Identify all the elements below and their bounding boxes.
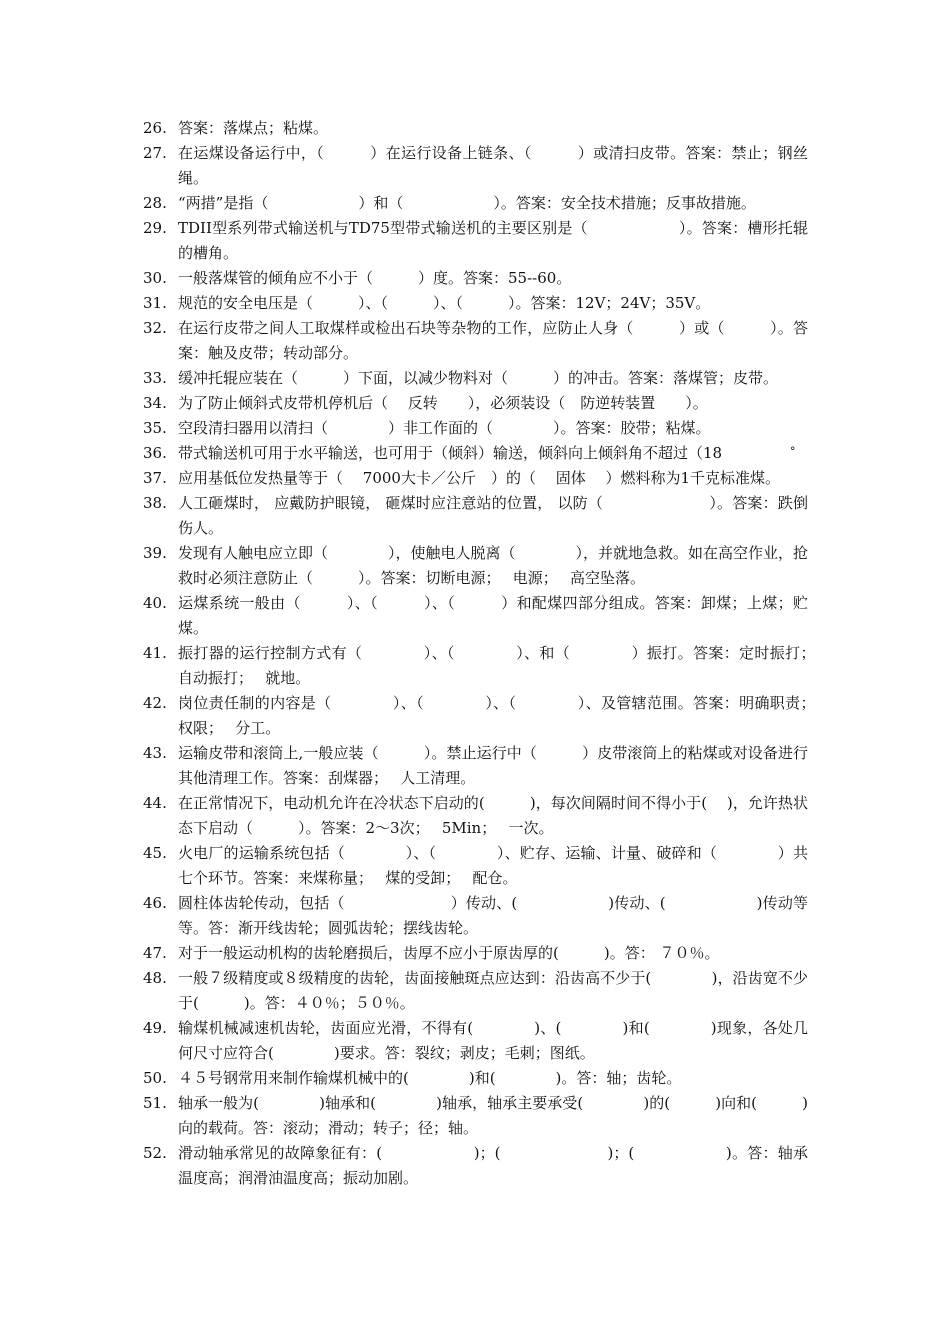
list-item bbox=[0, 466, 950, 491]
item-number: 42. bbox=[143, 694, 167, 712]
item-number: 52. bbox=[143, 1144, 167, 1162]
item-text: 对于一般运动机构的齿轮磨损后，齿厚不应小于原齿厚的( )。答： ７０％。 bbox=[178, 944, 720, 962]
list-item bbox=[0, 116, 950, 141]
item-text: 圆柱体齿轮传动，包括（ ）传动、( )传动、( )传动等等。答：渐开线齿轮；圆弧齿轮；摆线齿轮。 bbox=[178, 894, 808, 937]
list-item bbox=[0, 841, 950, 891]
item-text: 带式输送机可用于水平输送，也可用于（倾斜）输送，倾斜向上倾斜角不超过（18 bbox=[178, 444, 723, 462]
item-number: 50. bbox=[143, 1069, 167, 1087]
list-item bbox=[0, 1016, 950, 1066]
item-number: 48. bbox=[143, 969, 167, 987]
item-text: 人工砸煤时， 应戴防护眼镜， 砸煤时应注意站的位置， 以防（ ）。答案：跌倒伤人。 bbox=[178, 494, 808, 537]
item-number: 32. bbox=[143, 319, 167, 337]
item-text: 空段清扫器用以清扫（ ）非工作面的（ ）。答案：胶带；粘煤。 bbox=[178, 419, 711, 437]
item-number: 44. bbox=[143, 794, 167, 812]
item-number: 27. bbox=[143, 144, 167, 162]
item-number: 28. bbox=[143, 194, 167, 212]
item-text: 岗位责任制的内容是（ ）、（ ）、（ ）、及管辖范围。答案：明确职责； 权限； 分工。 bbox=[178, 694, 828, 737]
item-text: 为了防止倾斜式皮带机停机后（ 反转 ），必须装设（ 防逆转装置 ）。 bbox=[178, 394, 708, 412]
item-number: 26. bbox=[143, 119, 167, 137]
item-number: 41. bbox=[143, 644, 167, 662]
list-item bbox=[0, 641, 950, 691]
list-item bbox=[0, 891, 950, 941]
list-item bbox=[0, 441, 950, 466]
list-item bbox=[0, 491, 950, 541]
list-item bbox=[0, 1066, 950, 1091]
item-number: 43. bbox=[143, 744, 167, 762]
item-number: 39. bbox=[143, 544, 167, 562]
item-number: 29. bbox=[143, 219, 167, 237]
item-number: 46. bbox=[143, 894, 167, 912]
item-text: 运输皮带和滚筒上,一般应装（ ）。禁止运行中（ ）皮带滚筒上的粘煤或对设备进行其他清理工作。答案：刮煤器； 人工清理。 bbox=[178, 744, 808, 787]
item-text: 在运行皮带之间人工取煤样或检出石块等杂物的工作，应防止人身（ ）或（ ）。答案：触及皮带；转动部分。 bbox=[178, 319, 808, 362]
list-item bbox=[0, 216, 950, 266]
list-item bbox=[0, 416, 950, 441]
item-text: 一般落煤管的倾角应不小于（ ）度。答案：55--60。 bbox=[178, 269, 572, 287]
list-item bbox=[0, 266, 950, 291]
item-text: 在正常情况下，电动机允许在冷状态下启动的( )，每次间隔时间不得小于( )，允许热状态下启动（ ）。答案：2～3次； 5Min； 一次。 bbox=[178, 794, 808, 837]
item-number: 47. bbox=[143, 944, 167, 962]
item-text: 输煤机械减速机齿轮，齿面应光滑，不得有( )、( )和( )现象，各处几何尺寸应符合( )要求。答：裂纹；剥皮；毛刺；图纸。 bbox=[178, 1019, 808, 1062]
degree-mark: ° bbox=[790, 445, 796, 458]
item-text: 滑动轴承常见的故障象征有：( )；( )；( )。答：轴承温度高；润滑油温度高；振动加剧。 bbox=[178, 1144, 808, 1187]
item-number: 36. bbox=[143, 444, 167, 462]
item-text: 规范的安全电压是（ ）、（ ）、（ ）。答案：12V；24V；35V。 bbox=[178, 294, 711, 312]
item-text: ４５号钢常用来制作输煤机械中的( )和( )。答：轴；齿轮。 bbox=[178, 1069, 682, 1087]
list-item bbox=[0, 1141, 950, 1191]
item-number: 51. bbox=[143, 1094, 167, 1112]
list-item bbox=[0, 141, 950, 191]
list-item bbox=[0, 391, 950, 416]
item-text: 轴承一般为( )轴承和( )轴承，轴承主要承受( )的( )向和( )向的载荷。答：滚动；滑动；转子；径；轴。 bbox=[178, 1094, 808, 1137]
list-item bbox=[0, 291, 950, 316]
item-number: 34. bbox=[143, 394, 167, 412]
list-item bbox=[0, 1091, 950, 1141]
item-number: 30. bbox=[143, 269, 167, 287]
item-number: 40. bbox=[143, 594, 167, 612]
list-item bbox=[0, 691, 950, 741]
list-item bbox=[0, 791, 950, 841]
item-text: 火电厂的运输系统包括（ ）、（ ）、贮存、运输、计量、破碎和（ ）共七个环节。答案：来煤称量； 煤的受卸； 配仓。 bbox=[178, 844, 808, 887]
list-item bbox=[0, 366, 950, 391]
item-text: 一般７级精度或８级精度的齿轮，齿面接触斑点应达到：沿齿高不少于( )，沿齿宽不少于( )。答：４０％；５０％。 bbox=[178, 969, 808, 1012]
list-item bbox=[0, 966, 950, 1016]
item-number: 49. bbox=[143, 1019, 167, 1037]
item-number: 33. bbox=[143, 369, 167, 387]
list-item bbox=[0, 741, 950, 791]
list-item bbox=[0, 191, 950, 216]
item-number: 35. bbox=[143, 419, 167, 437]
item-text: TDII型系列带式输送机与TD75型带式输送机的主要区别是（ ）。答案：槽形托辊的槽角。 bbox=[178, 219, 808, 262]
item-number: 31. bbox=[143, 294, 167, 312]
item-text: 答案：落煤点；粘煤。 bbox=[178, 119, 329, 137]
item-text: 缓冲托辊应装在（ ）下面，以减少物料对（ ）的冲击。答案：落煤管；皮带。 bbox=[178, 369, 779, 387]
list-item bbox=[0, 541, 950, 591]
item-text: 运煤系统一般由（ ）、（ ）、（ ）和配煤四部分组成。答案：卸煤；上煤；贮煤。 bbox=[178, 594, 808, 637]
question-list bbox=[0, 116, 950, 1191]
list-item bbox=[0, 941, 950, 966]
list-item bbox=[0, 591, 950, 641]
item-text: 振打器的运行控制方式有（ ）、（ ）、和（ ）振打。答案：定时振打； 自动振打； 就地。 bbox=[178, 644, 828, 687]
item-text: 在运煤设备运行中，（ ）在运行设备上链条、（ ）或清扫皮带。答案：禁止；钢丝绳。 bbox=[178, 144, 808, 187]
item-text: “两措”是指（ ）和（ ）。答案：安全技术措施；反事故措施。 bbox=[178, 194, 756, 212]
item-number: 45. bbox=[143, 844, 167, 862]
item-text: 应用基低位发热量等于（ 7000大卡／公斤 ）的（ 固体 ）燃料称为1千克标准煤。 bbox=[178, 469, 781, 487]
list-item bbox=[0, 316, 950, 366]
item-number: 38. bbox=[143, 494, 167, 512]
item-number: 37. bbox=[143, 469, 167, 487]
item-text: 发现有人触电应立即（ ），使触电人脱离（ ），并就地急救。如在高空作业，抢救时必须注意防止（ ）。答案：切断电源； 电源； 高空坠落。 bbox=[178, 544, 809, 587]
